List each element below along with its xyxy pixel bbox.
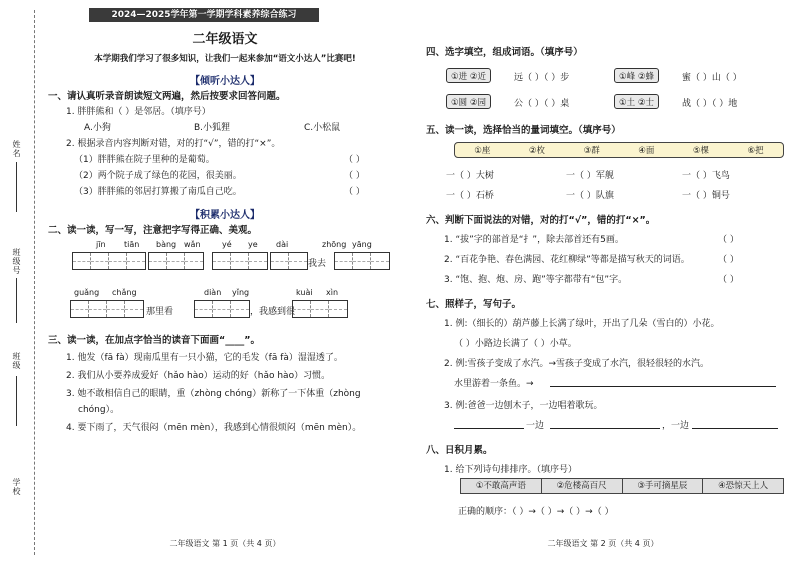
section-accumulation: 【积累小达人】 — [190, 210, 260, 221]
answer-line[interactable] — [692, 428, 778, 429]
measure-option: ⑥把 — [747, 146, 764, 156]
q1-judge-3: （3）胖胖熊的邻居打算搬了南瓜自己吃。 — [74, 187, 242, 197]
poem-line: ②危楼高百尺 — [542, 479, 623, 493]
writing-grid[interactable] — [148, 252, 204, 270]
writing-grid[interactable] — [72, 252, 146, 270]
q1-judge-2: （2）两个院子成了绿色的花园，很美丽。 — [74, 171, 242, 181]
writing-grid[interactable] — [70, 300, 144, 318]
section-listening: 【倾听小达人】 — [190, 76, 260, 87]
pinyin: dài — [276, 240, 289, 249]
q5-options-bar — [454, 142, 784, 158]
q2-text-1: 我去 — [308, 259, 327, 269]
answer-line[interactable] — [454, 428, 524, 429]
q3-heading: 三、读一读，在加点字恰当的读音下面画“____”。 — [48, 335, 260, 346]
side-fill-line — [16, 162, 17, 212]
measure-option: ①座 — [474, 146, 491, 156]
q7-task-1: （ ）小路边长满了（ ）小草。 — [454, 339, 577, 349]
intro-text: 本学期我们学习了很多知识，让我们一起来参加“语文小达人”比赛吧! — [94, 54, 356, 64]
q2-text-3: ，我感到很 — [250, 307, 296, 317]
q5-item: 一（ ）军舰 — [566, 171, 614, 181]
q3-sub4: 4. 要下雨了，天气很闷（mēn mèn），我感到心情很烦闷（mēn mèn）。 — [66, 423, 362, 433]
page-title: 二年级语文 — [192, 32, 258, 47]
q6-sub3: 3. “饱、抱、炮、房、跑”等字都带有“包”字。 — [444, 275, 628, 285]
page-2 — [418, 0, 788, 561]
writing-grid[interactable] — [194, 300, 250, 318]
q3-sub3: 3. 她不敢相信自己的眼睛，重（zhòng chóng）新称了一下体重（zhòng — [66, 389, 361, 399]
q1-judge-1: （1）胖胖熊在院子里种的是葡萄。 — [74, 155, 215, 165]
poem-lines-bar — [460, 478, 784, 494]
q5-heading: 五、读一读，选择恰当的量词填空。（填序号） — [426, 125, 621, 136]
side-label-class-no: 班级号 — [12, 248, 21, 275]
q8-order: 正确的顺序：（ ）→（ ）→（ ）→（ ） — [458, 507, 614, 517]
q4-row-4: 战（ ）（ ）地 — [682, 99, 738, 109]
pinyin: yé — [222, 240, 232, 249]
q7-task-3-a: 一边 — [526, 421, 545, 431]
pinyin: zhōng — [322, 240, 347, 249]
page-footer: 二年级语文 第 2 页（共 4 页） — [547, 539, 659, 548]
measure-option: ③群 — [583, 146, 600, 156]
pinyin: ye — [248, 240, 258, 249]
q1-option-c: C.小松鼠 — [304, 123, 341, 133]
q7-example-1: 1. 例:（细长的）葫芦藤上长满了绿叶，开出了几朵（雪白的）小花。 — [444, 319, 720, 329]
pinyin: bàng — [156, 240, 177, 249]
q3-sub1: 1. 他发（fā fà）现南瓜里有一只小猫，它的毛发（fā fà）湿湿透了。 — [66, 353, 343, 363]
q5-item: 一（ ）铜号 — [682, 191, 730, 201]
q1-heading: 一、请认真听录音朗读短文两遍，然后按要求回答问题。 — [48, 91, 286, 102]
page-footer: 二年级语文 第 1 页（共 4 页） — [169, 539, 281, 548]
page-1 — [44, 0, 406, 561]
q4-options-3: ①圆 ②园 — [446, 94, 491, 109]
answer-paren[interactable]: （ ） — [344, 187, 365, 197]
pinyin: diàn — [204, 288, 222, 297]
q4-row-2: 蜜（ ）山（ ） — [682, 73, 742, 83]
q4-options-2: ①峰 ②蜂 — [614, 68, 659, 83]
binding-dashed-line — [34, 10, 35, 555]
q8-sub1: 1. 给下列诗句排排序。（填序号） — [444, 465, 577, 475]
q2-heading: 二、读一读，写一写，注意把字写得正确、美观。 — [48, 225, 258, 236]
side-label-school: 学校 — [12, 478, 21, 496]
q5-item: 一（ ）队旗 — [566, 191, 614, 201]
q2-text-2: 那里看 — [146, 307, 174, 317]
q6-sub1: 1. “拔”字的部首是“扌”，除去部首还有5画。 — [444, 235, 624, 245]
q4-row-3: 公（ ）（ ）桌 — [514, 99, 570, 109]
q7-example-3: 3. 例:爸爸一边刨木子，一边唱着歌玩。 — [444, 401, 603, 411]
answer-paren[interactable]: （ ） — [718, 235, 739, 245]
pinyin: chǎng — [112, 288, 137, 297]
binding-margin — [0, 0, 40, 561]
q3-sub3-cont: chóng）。 — [78, 405, 120, 415]
q4-options-1: ①进 ②近 — [446, 68, 491, 83]
measure-option: ⑤棵 — [692, 146, 710, 156]
q5-item: 一（ ）石桥 — [446, 191, 494, 201]
q1-sub1: 1. 胖胖熊和（ ）是邻居。（填序号） — [66, 107, 211, 117]
pinyin: jīn — [96, 240, 106, 249]
pinyin: xìn — [326, 288, 339, 297]
q7-example-2: 2. 例:雪孩子变成了水汽。→雪孩子变成了水汽，很轻很轻的水汽。 — [444, 359, 710, 369]
q6-heading: 六、判断下面说法的对错，对的打“√”，错的打“×”。 — [426, 215, 656, 226]
side-fill-line — [16, 278, 17, 323]
poem-line: ④恐惊天上人 — [718, 481, 769, 491]
pinyin: wǎn — [184, 240, 201, 249]
measure-option: ②枚 — [528, 146, 546, 156]
q5-item: 一（ ）飞鸟 — [682, 171, 730, 181]
writing-grid[interactable] — [270, 252, 308, 270]
answer-paren[interactable]: （ ） — [718, 275, 739, 285]
pinyin: yāng — [352, 240, 372, 249]
q8-heading: 八、日积月累。 — [426, 445, 493, 456]
q4-heading: 四、选字填空，组成词语。（填序号） — [426, 47, 583, 58]
answer-paren[interactable]: （ ） — [344, 155, 365, 165]
writing-grid[interactable] — [292, 300, 348, 318]
q4-options-4: ①土 ②士 — [614, 94, 659, 109]
side-label-class: 班级 — [12, 352, 21, 370]
q6-sub2: 2. “百花争艳、春色满园、花红柳绿”等都是描写秋天的词语。 — [444, 255, 690, 265]
q5-item: 一（ ）大树 — [446, 171, 494, 181]
side-label-name: 姓名 — [12, 140, 21, 158]
pinyin: tiān — [124, 240, 140, 249]
pinyin: yǐng — [232, 288, 250, 297]
answer-paren[interactable]: （ ） — [718, 255, 739, 265]
answer-paren[interactable]: （ ） — [344, 171, 365, 181]
q7-task-3-b: ，一边 — [662, 421, 690, 431]
q7-task-2: 水里游着一条鱼。→ — [454, 379, 534, 389]
measure-option: ④面 — [638, 146, 655, 156]
poem-line: ③手可摘星辰 — [623, 479, 704, 493]
exam-banner: 2024—2025学年第一学期学科素养综合练习 — [89, 8, 319, 22]
writing-grid[interactable] — [212, 252, 268, 270]
q4-row-1: 远（ ）（ ）步 — [514, 73, 570, 83]
answer-line[interactable] — [550, 428, 660, 429]
poem-line: ①不敢高声语 — [461, 479, 542, 493]
q1-sub2: 2. 根据录音内容判断对错，对的打“√”，错的打“×”。 — [66, 139, 281, 149]
q1-option-a: A.小狗 — [84, 123, 111, 133]
q1-option-b: B.小狐狸 — [194, 123, 231, 133]
answer-line[interactable] — [550, 386, 776, 387]
pinyin: guǎng — [74, 288, 100, 297]
writing-grid[interactable] — [334, 252, 390, 270]
q7-heading: 七、照样子，写句子。 — [426, 299, 522, 310]
pinyin: kuài — [296, 288, 313, 297]
q3-sub2: 2. 我们从小要养成爱好（hǎo hào）运动的好（hǎo hào）习惯。 — [66, 371, 331, 381]
side-fill-line — [16, 376, 17, 426]
